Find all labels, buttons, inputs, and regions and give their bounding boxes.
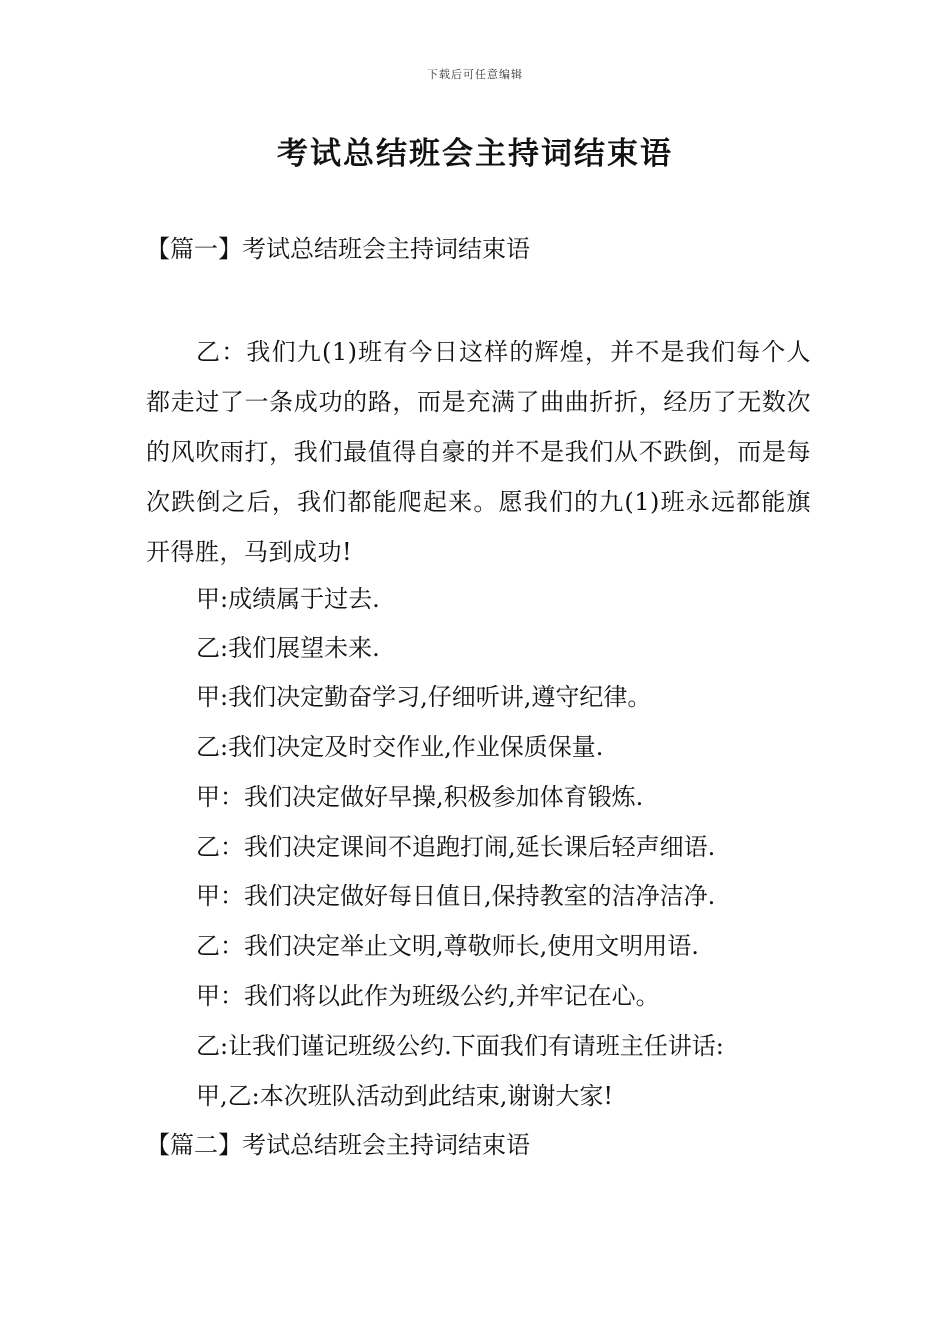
section-heading-1: 【篇一】考试总结班会主持词结束语 (146, 235, 530, 263)
dialogue-line: 甲:成绩属于过去. (196, 585, 380, 613)
header-note: 下载后可任意编辑 (427, 68, 523, 81)
intro-paragraph: 乙：我们九(1)班有今日这样的辉煌，并不是我们每个人都走过了一条成功的路，而是充满了曲曲折折，经历了无数次的风吹雨打，我们最值得自豪的并不是我们从不跌倒，而是每次跌倒之后，我们都能爬起来。愿我们的九(1)班永远都能旗开得胜，马到成功! (146, 338, 811, 566)
dialogue-line: 乙:让我们谨记班级公约.下面我们有请班主任讲话: (196, 1032, 724, 1060)
dialogue-line: 乙：我们决定举止文明,尊敬师长,使用文明用语. (196, 932, 699, 960)
dialogue-line: 甲,乙:本次班队活动到此结束,谢谢大家! (196, 1082, 613, 1110)
dialogue-line: 甲：我们决定做好每日值日,保持教室的洁净洁净. (196, 882, 716, 910)
dialogue-line: 乙:我们展望未来. (196, 634, 380, 662)
dialogue-line: 甲:我们决定勤奋学习,仔细听讲,遵守纪律。 (196, 683, 652, 711)
document-title: 考试总结班会主持词结束语 (277, 136, 673, 172)
dialogue-line: 乙：我们决定课间不追跑打闹,延长课后轻声细语. (196, 833, 716, 861)
section-heading-2: 【篇二】考试总结班会主持词结束语 (146, 1131, 530, 1159)
dialogue-line: 甲：我们决定做好早操,积极参加体育锻炼. (196, 783, 644, 811)
dialogue-line: 乙:我们决定及时交作业,作业保质保量. (196, 733, 604, 761)
dialogue-line: 甲：我们将以此作为班级公约,并牢记在心。 (196, 982, 660, 1010)
